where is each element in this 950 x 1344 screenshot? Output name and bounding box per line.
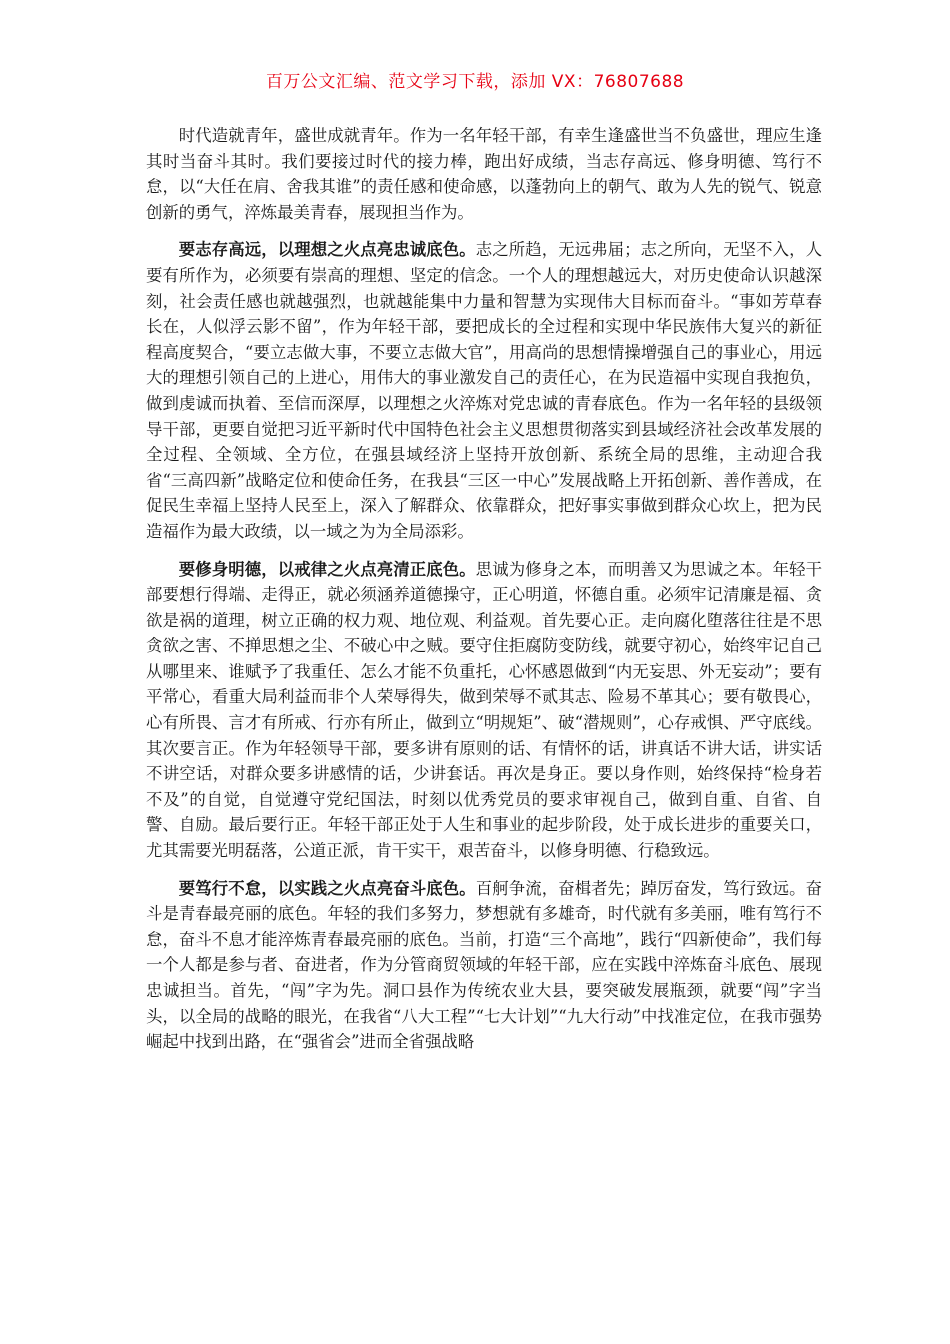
section-heading: 要修身明德，以戒律之火点亮清正底色。	[178, 559, 476, 579]
intro-paragraph: 时代造就青年，盛世成就青年。作为一名年轻干部，有幸生逢盛世当不负盛世，理应生逢其时当奋斗其时。我们要接过时代的接力棒，跑出好成绩，当志存高远、修身明德、笃行不怠，以“大任在肩、舍我其谁”的责任感和使命感，以蓬勃向上的朝气、敢为人先的锐气、锐意创新的勇气，淬炼最美青春，展现担当作为。	[146, 126, 822, 222]
section-heading: 要志存高远，以理想之火点亮忠诚底色。	[178, 240, 476, 260]
section-paragraph	[146, 876, 822, 1055]
section-text: 志之所趋，无远弗届；志之所向，无坚不入，人要有所作为，必须要有崇高的理想、坚定的信念。一个人的理想越远大，对历史使命认识越深刻，社会责任感也就越强烈，也就越能集中力量和智慧为实现伟大目标而奋斗。“事如芳草春长在，人似浮云影不留”，作为年轻干部，要把成长的全过程和实现中华民族伟大复兴的新征程高度契合，“要立志做大事，不要立志做大官”，用高尚的思想情操增强自己的事业心，用远大的理想引领自己的上进心，用伟大的事业激发自己的责任心，在为民造福中实现自我抱负，做到虔诚而执着、至信而深厚，以理想之火淬炼对党忠诚的青春底色。作为一名年轻的县级领导干部，更要自觉把习近平新时代中国特色社会主义思想贯彻落实到县域经济社会改革发展的全过程、全领域、全方位，在强县域经济上坚持开放创新、系统全局的思维，主动迎合我省“三高四新”战略定位和使命任务，在我县“三区一中心”发展战略上开拓创新、善作善成，在促民生幸福上坚持人民至上，深入了解群众、依靠群众，把好事实事做到群众心坎上，把为民造福作为最大政绩，以一域之为为全局添彩。	[146, 240, 823, 541]
section-paragraph	[146, 237, 822, 544]
section-text: 思诚为修身之本，而明善又为思诚之本。年轻干部要想行得端、走得正，就必须涵养道德操守，正心明道，怀德自重。必须牢记清廉是福、贪欲是祸的道理，树立正确的权力观、地位观、利益观。首先要心正。走向腐化堕落往往是不思贪欲之害、不掸思想之尘、不破心中之贼。要守住拒腐防变防线，就要守初心，始终牢记自己从哪里来、谁赋予了我重任、怎么才能不负重托，心怀感恩做到“内无妄思、外无妄动”；要有平常心，看重大局利益而非个人荣辱得失，做到荣辱不贰其志、险易不革其心；要有敬畏心，心有所畏、言才有所戒、行亦有所止，做到立“明规矩”、破“潜规则”，心存戒惧、严守底线。其次要言正。作为年轻领导干部，要多讲有原则的话、有情怀的话，讲真话不讲大话，讲实话不讲空话，对群众要多讲感情的话，少讲套话。再次是身正。要以身作则，始终保持“检身若不及”的自觉，自觉遵守党纪国法，时刻以优秀党员的要求审视自己，做到自重、自省、自警、自励。最后要行正。年轻干部正处于人生和事业的起步阶段，处于成长进步的重要关口，尤其需要光明磊落，公道正派，肯干实干，艰苦奋斗，以修身明德、行稳致远。	[146, 559, 823, 861]
promo-header: 百万公文汇编、范文学习下载，添加 VX：76807688	[265, 72, 685, 92]
document-body	[146, 123, 822, 1067]
section-text: 百舸争流，奋楫者先；踔厉奋发，笃行致远。奋斗是青春最亮丽的底色。年轻的我们多努力，梦想就有多雄奇，时代就有多美丽，唯有笃行不怠，奋斗不息才能淬炼青春最亮丽的底色。当前，打造“三个高地”，践行“四新使命”，我们每一个人都是参与者、奋进者，作为分管商贸领域的年轻干部，应在实践中淬炼奋斗底色、展现忠诚担当。首先，“闯”字为先。洞口县作为传统农业大县，要突破发展瓶颈，就要“闯”字当头，以全局的战略的眼光，在我省“八大工程”“七大计划”“九大行动”中找准定位，在我市强势崛起中找到出路，在“强省会”进而全省强战略	[146, 878, 823, 1052]
section-paragraph	[146, 557, 822, 864]
section-heading: 要笃行不怠，以实践之火点亮奋斗底色。	[178, 878, 476, 898]
